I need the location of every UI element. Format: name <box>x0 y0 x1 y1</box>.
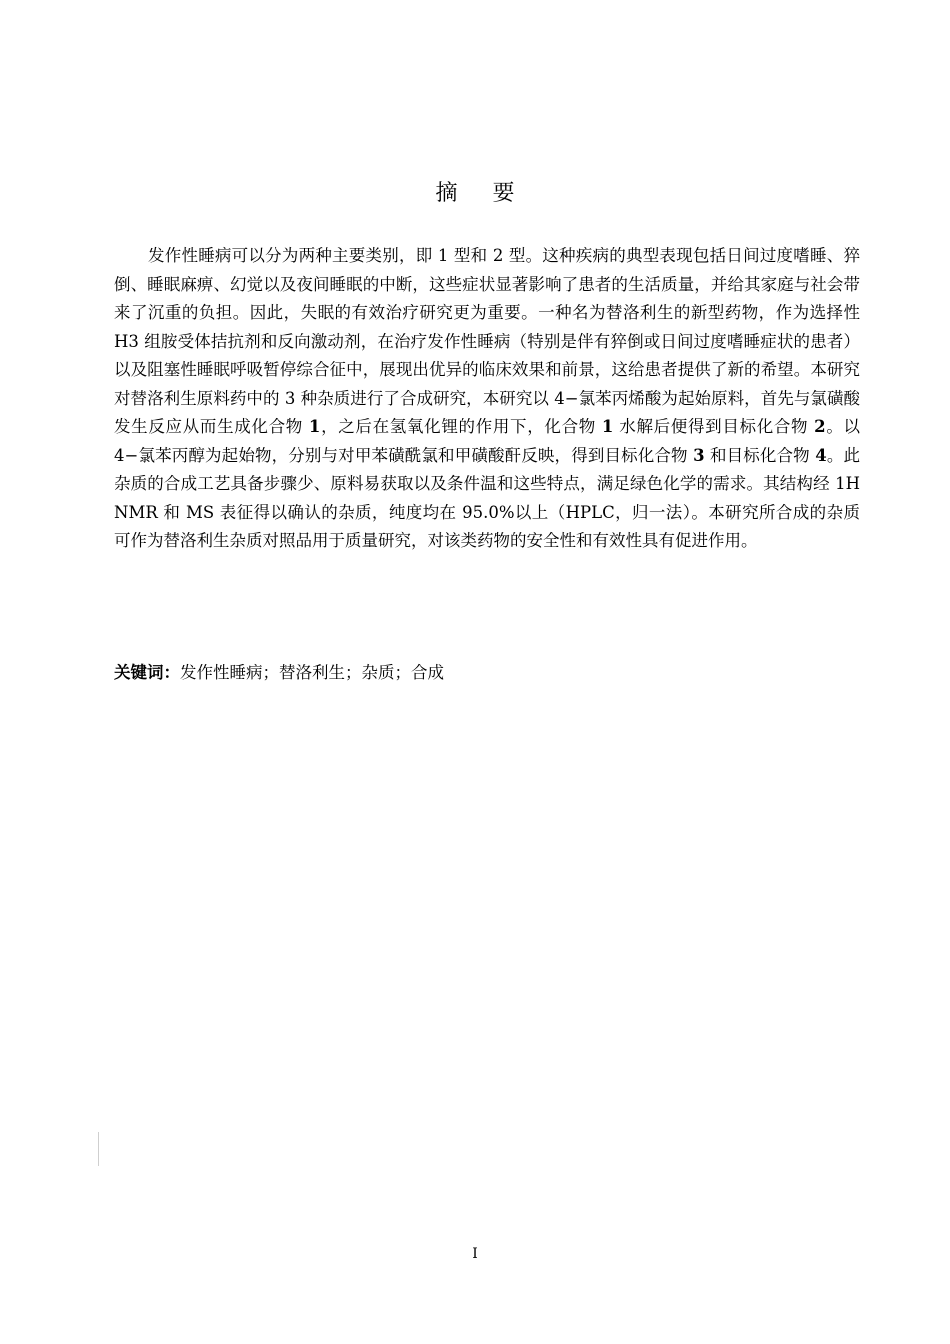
abstract-text-5: 和目标化合物 <box>704 445 816 465</box>
abstract-text-6: 。此杂质的合成工艺具备步骤少、原料易获取以及条件温和这些特点，满足绿色化学的需求。其结构经 1H NMR 和 MS 表征得以确认的杂质，纯度均在 95.0%以上（HPLC，归一法）。本研究所合成的杂质可作为替洛利生杂质对照品用于质量研究，对该类药物的安全性和有效性具有促进作用。 <box>114 445 860 550</box>
keywords-value: 发作性睡病；替洛利生；杂质；合成 <box>180 663 444 682</box>
keywords-line <box>114 659 860 688</box>
keywords-label: 关键词： <box>114 663 180 682</box>
compound-number-2: 2 <box>814 417 826 436</box>
page-title: 摘 要 <box>435 181 529 206</box>
compound-number-1-ref: 1 <box>601 417 614 436</box>
abstract-paragraph <box>114 242 860 556</box>
abstract-text-2: ，之后在氢氧化锂的作用下，化合物 <box>320 417 602 436</box>
abstract-text-3: 水解后便得到目标化合物 <box>613 417 815 436</box>
compound-number-3: 3 <box>693 445 705 465</box>
margin-rule <box>98 1132 99 1166</box>
abstract-text-4: 。以 4−氯苯丙醇为起始物，分别与对甲苯磺酰氯和甲磺酸酐反映，得到目标化合物 <box>114 417 861 465</box>
abstract-text-1: 发作性睡病可以分为两种主要类别，即 1 型和 2 型。这种疾病的典型表现包括日间过度嗜睡、猝倒、睡眠麻痹、幻觉以及夜间睡眠的中断，这些症状显著影响了患者的生活质量，并给其家庭与社会带来了沉重的负担。因此，失眠的有效治疗研究更为重要。一种名为替洛利生的新型药物，作为选择性 H3 组胺受体拮抗剂和反向激动剂，在治疗发作性睡病（特别是伴有猝倒或日间过度嗜睡症状的患者）以及阻塞性睡眠呼吸暂停综合征中，展现出优异的临床效果和前景，这给患者提供了新的希望。本研究对替洛利生原料药中的 3 种杂质进行了合成研究，本研究以 4−氯苯丙烯酸为起始原料，首先与氯磺酸发生反应从而生成化合物 <box>114 246 860 436</box>
compound-number-4: 4 <box>815 445 827 465</box>
compound-number-1: 1 <box>308 417 321 436</box>
page-number: I <box>472 1246 478 1262</box>
